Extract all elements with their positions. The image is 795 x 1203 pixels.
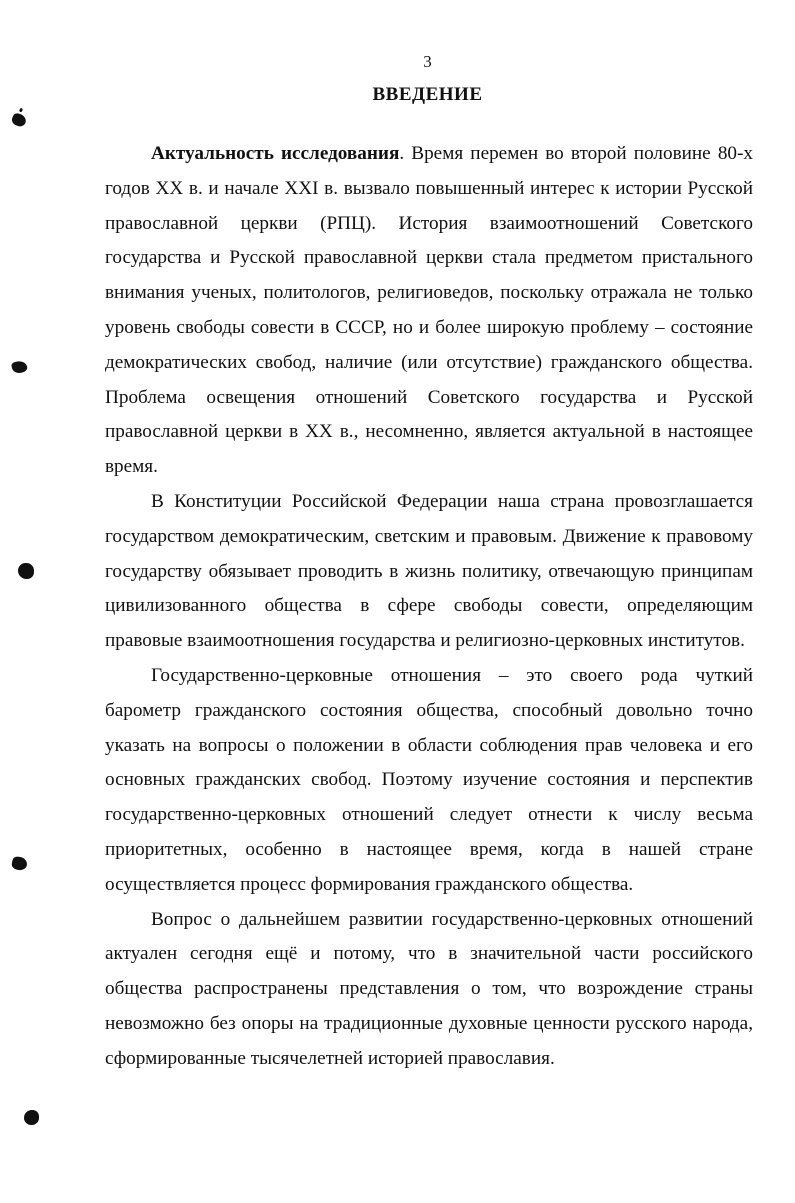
page-title: ВВЕДЕНИЕ bbox=[372, 84, 483, 105]
paragraph-further-development: Вопрос о дальнейшем развитии государственно-церковных отношений актуален сегодня ещё и потому, что в значительной части российского общества распространены представления о том, что возрождение страны невозможно без опоры на традиционные духовные ценности русского народа, сформированные тысячелетней историей православия. bbox=[105, 908, 753, 1069]
scan-blot-mark bbox=[24, 1110, 39, 1125]
scan-blot-mark bbox=[11, 359, 29, 374]
paragraph-relevance bbox=[105, 137, 753, 485]
scan-blot-mark bbox=[11, 856, 28, 871]
scan-blot-mark bbox=[18, 563, 34, 579]
page-number: 3 bbox=[423, 52, 432, 71]
paragraph-state-church-relations: Государственно-церковные отношения – это своего рода чуткий барометр гражданского состояния общества, способный довольно точно указать на вопросы о положении в области соблюдения прав человека и его основных гражданских свобод. Поэтому изучение состояния и перспектив государственно-церковных отношений следует отнести к числу весьма приоритетных, особенно в настоящее время, когда в нашей стране осуществляется процесс формирования гражданского общества. bbox=[105, 664, 753, 895]
scan-blot-mark bbox=[10, 112, 27, 128]
paragraph-text: . Время перемен во второй половине 80-х годов XX в. и начале XXI в. вызвало повышенный интерес к истории Русской православной церкви (РПЦ). История взаимоотношений Советского государства и Русской православной церкви стала предметом пристального внимания ученых, политологов, религиоведов, поскольку отражала не только уровень свободы совести в СССР, но и более широкую проблему – состояние демократических свобод, наличие (или отсутствие) гражданского общества. Проблема освещения отношений Советского государства и Русской православной церкви в XX в., несомненно, является актуальной в настоящее время. bbox=[105, 143, 753, 478]
paragraph-lead-heading: Актуальность исследования bbox=[151, 143, 400, 164]
document-body bbox=[105, 137, 753, 1077]
paragraph-constitution: В Конституции Российской Федерации наша страна провозглашается государством демократическим, светским и правовым. Движение к правовому государству обязывает проводить в жизнь политику, отвечающую принципам цивилизованного общества в сфере свободы совести, определяющим правовые взаимоотношения государства и религиозно-церковных институтов. bbox=[105, 490, 753, 652]
